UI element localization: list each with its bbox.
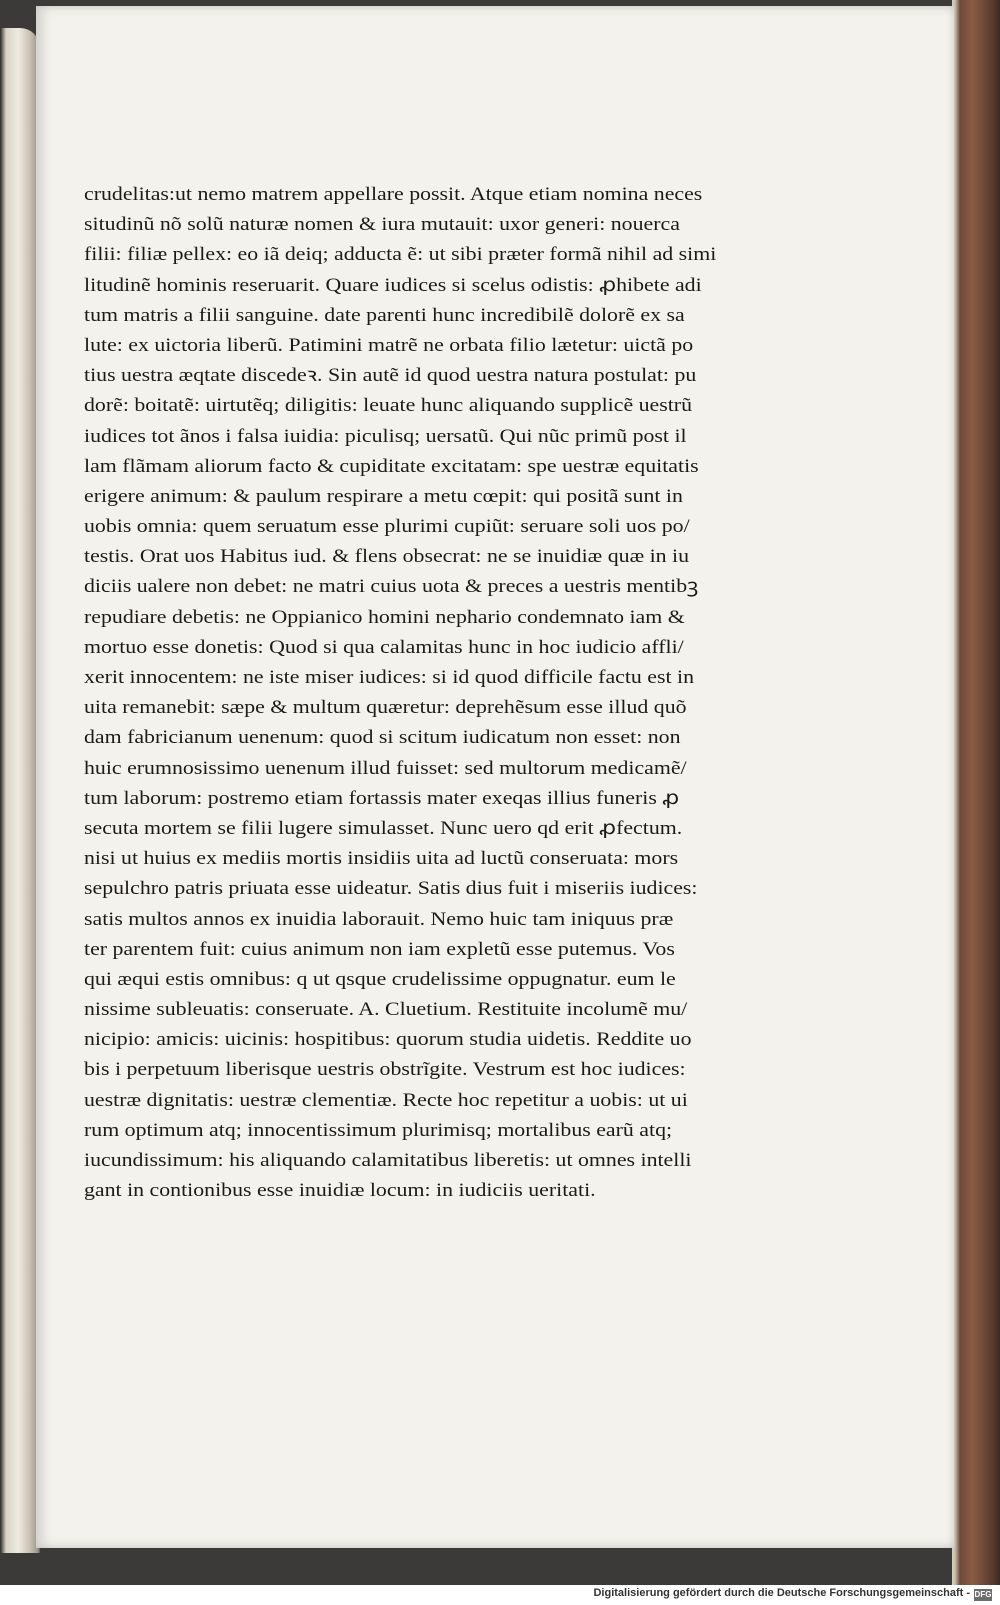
text-line: tum laborum: postremo etiam fortassis mater exeqas illius funeris ꝓ [84, 787, 680, 809]
text-line: nissime subleuatis: conseruate. A. Cluetium. Restituite incolumẽ mu/ [84, 999, 688, 1021]
text-line: xerit innocentem: ne iste miser iudices: si id quod difficile factu est in [84, 667, 695, 688]
text-line: rum optimum atq; innocentissimum plurimisq; mortalibus earũ atq; [84, 1119, 673, 1141]
text-line: gant in contionibus esse inuidiæ locum: in iudiciis ueritati. [84, 1180, 596, 1202]
text-line: dorẽ: boitatẽ: uirtutẽq; diligitis: leuate hunc aliquando supplicẽ uestrũ [84, 395, 693, 417]
text-line: crudelitas:ut nemo matrem appellare possit. Atque etiam nomina neces [84, 184, 703, 205]
text-line: lute: ex uictoria liberũ. Patimini matrẽ ne orbata filio lætetur: uictã po [84, 334, 694, 356]
text-line: huic erumnosissimo uenenum illud fuisset: sed multorum medicamẽ/ [84, 757, 687, 779]
text-line: erigere animum: & paulum respirare a metu cœpit: qui positã sunt in [84, 485, 683, 507]
text-line: repudiare debetis: ne Oppianico homini nephario condemnato iam & [84, 606, 685, 628]
text-line: mortuo esse donetis: Quod si qua calamitas hunc in hoc iudicio affli/ [84, 636, 684, 658]
text-line: uestræ dignitatis: uestræ clementiæ. Recte hoc repetitur a uobis: ut ui [84, 1089, 688, 1111]
text-line: satis multos annos ex inuidia laborauit. Nemo huic tam iniquus præ [84, 908, 674, 930]
text-line: dam fabricianum uenenum: quod si scitum iudicatum non esset: non [84, 727, 681, 749]
digitization-credit: Digitalisierung gefördert durch die Deutsche Forschungsgemeinschaft - [593, 1587, 970, 1599]
text-line: bis i perpetuum liberisque uestris obstrĩgite. Vestrum est hoc iudices: [84, 1059, 686, 1081]
text-line: diciis ualere non debet: ne matri cuius uota & preces a uestris mentibꝫ [84, 576, 699, 598]
text-line: filii: filiæ pellex: eo iã deiq; adducta ẽ: ut sibi præter formã nihil ad simi [84, 244, 717, 266]
text-line: testis. Orat uos Habitus iud. & flens obsecrat: ne se inuidiæ quæ in iu [84, 546, 690, 568]
text-line: iudices tot ãnos i falsa iuidia: piculisq; uersatũ. Qui nũc primũ post il [84, 425, 687, 447]
text-line: situdinũ nõ solũ naturæ nomen & iura mutauit: uxor generi: nouerca [84, 214, 680, 236]
text-line: uita remanebit: sæpe & multum quæretur: deprehẽsum esse illud quõ [84, 697, 687, 719]
text-line: nisi ut huius ex mediis mortis insidiis uita ad luctũ conseruata: mors [84, 848, 679, 870]
text-line: tius uestra æqtate discedeꝛ. Sin autẽ id quod uestra natura postulat: pu [84, 365, 697, 387]
text-line: uobis omnia: quem seruatum esse plurimi cupiũt: seruare soli uos po/ [84, 516, 690, 538]
text-line: qui æqui estis omnibus: q ut qsque crudelissime oppugnatur. eum le [84, 968, 676, 990]
text-line: ter parentem fuit: cuius animum non iam expletũ esse putemus. Vos [84, 938, 675, 960]
book-binding-edge [952, 0, 1000, 1585]
dfg-logo: DFG [974, 1590, 992, 1599]
book-page [36, 6, 954, 1548]
text-line: litudinẽ hominis reseruarit. Quare iudices si scelus odistis: ꝓhibete adi [84, 274, 702, 296]
text-line: secuta mortem se filii lugere simulasset. Nunc uero qd erit ꝓfectum. [84, 817, 683, 839]
text-line: lam flãmam aliorum facto & cupiditate excitatam: spe uestræ equitatis [84, 455, 699, 477]
text-line: tum matris a filii sanguine. date parenti hunc incredibilẽ dolorẽ ex sa [84, 304, 685, 326]
text-line: nicipio: amicis: uicinis: hospitibus: quorum studia uidetis. Reddite uo [84, 1029, 692, 1051]
text-line: sepulchro patris priuata esse uideatur. Satis dius fuit i miseriis iudices: [84, 878, 698, 900]
book-left-page-edge [0, 28, 40, 1553]
main-text-block [84, 180, 764, 1206]
text-line: iucundissimum: his aliquando calamitatibus liberetis: ut omnes intelli [84, 1150, 692, 1171]
